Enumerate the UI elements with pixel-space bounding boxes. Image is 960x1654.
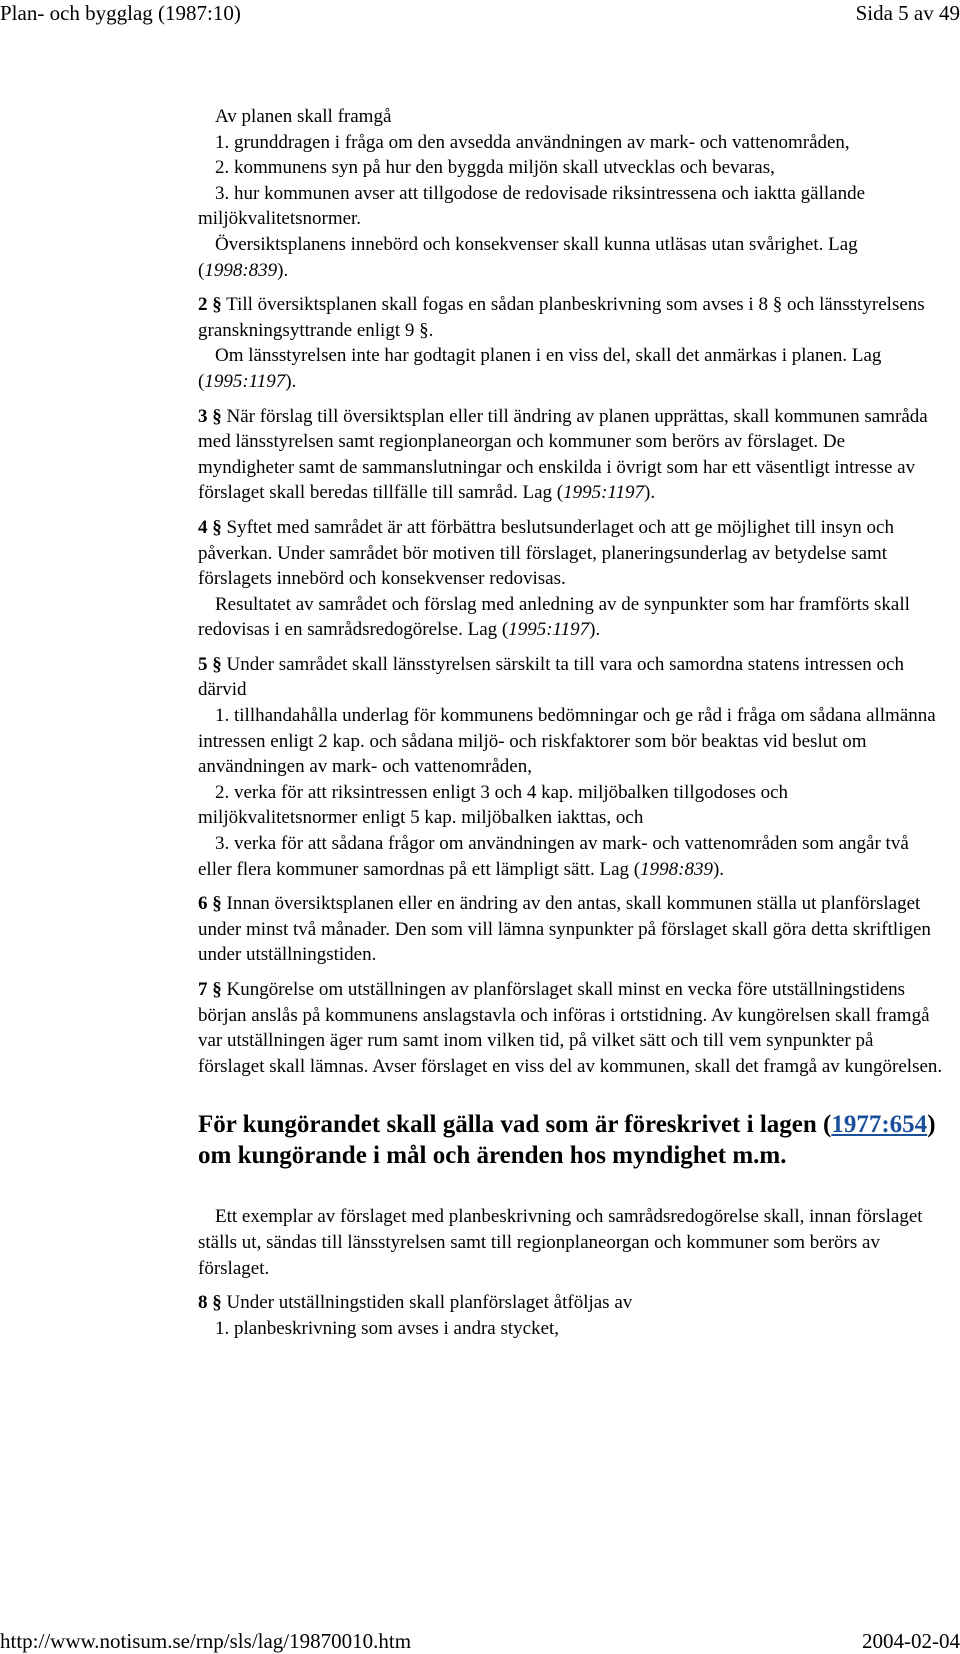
- section-2-paragraph: [198, 343, 943, 394]
- section-8: [198, 1290, 943, 1341]
- print-date: 2004-02-04: [862, 1629, 960, 1653]
- section-number: 7 §: [198, 979, 222, 1000]
- section-4: [198, 515, 943, 643]
- law-reference-close: ).: [285, 370, 297, 392]
- section-2-paragraph-text: Om länsstyrelsen inte har godtagit planen i en viss del, skall det anmärkas i planen. Lag (: [198, 345, 882, 392]
- after-heading-paragraph: Ett exemplar av förslaget med planbeskrivning och samrådsredogörelse skall, innan förslaget ställs ut, sändas till länsstyrelsen samt till regionplaneorgan och kommuner som berörs av förslaget.: [198, 1206, 923, 1279]
- page-header: [0, 0, 960, 30]
- section-heading: [198, 1109, 943, 1171]
- section-8-item-1: 1. planbeskrivning som avses i andra stycket,: [215, 1317, 560, 1339]
- section-3: [198, 404, 943, 506]
- document-title: Plan- och bygglag (1987:10): [0, 1, 241, 25]
- section-5-item-3: [198, 831, 943, 882]
- section-4-body: Syftet med samrådet är att förbättra beslutsunderlaget och att ge möjlighet till insyn och påverkan. Under samrådet bör motiven till förslaget, planeringsunderlag av betydelse samt förslagets innebörd och konsekvenser redovisas.: [198, 516, 894, 590]
- intro-lead: Av planen skall framgå: [215, 106, 392, 127]
- section-6-text: [198, 891, 943, 968]
- heading-text-pre: För kungörandet skall gälla vad som är föreskrivet i lagen (: [198, 1111, 832, 1139]
- section-4-text: [198, 515, 943, 592]
- intro-block: [198, 104, 943, 283]
- heading-text-post: ) om kungörande i mål och ärenden hos myndighet m.m.: [198, 1111, 936, 1170]
- law-reference-close: ).: [277, 259, 289, 281]
- after-heading-block: [198, 1204, 943, 1281]
- section-number: 8 §: [198, 1292, 222, 1314]
- section-7-body: Kungörelse om utställningen av planförslaget skall minst en vecka före utställningstidens början anslås på kommunens anslagstavla och införas i ortstidning. Av kungörelsen skall framgå var utställningen äger rum samt inom vilken tid, på vilket sätt och till vem synpunkter på förslaget skall lämnas. Avser förslaget en viss del av kommunen, skall det framgå av kungörelsen.: [198, 979, 943, 1077]
- section-2: [198, 292, 943, 394]
- law-reference[interactable]: 1995:1197: [563, 482, 645, 504]
- section-7: [198, 977, 943, 1079]
- section-8-text: [198, 1290, 943, 1316]
- section-2-body: Till översiktsplanen skall fogas en sådan planbeskrivning som avses i 8 § och länsstyrelsens granskningsyttrande enligt 9 §.: [198, 294, 925, 341]
- section-2-text: [198, 292, 943, 343]
- section-5-item-1: 1. tillhandahålla underlag för kommunens bedömningar och ge råd i fråga om sådana allmänna intressen enligt 2 kap. och sådana miljö- och riskfaktorer som bör beaktas vid beslut om användningen av mark- och vattenområden,: [198, 705, 936, 778]
- law-reference[interactable]: 1998:839: [204, 259, 278, 281]
- section-number: 5 §: [198, 653, 222, 675]
- intro-item-2: 2. kommunens syn på hur den byggda miljön skall utvecklas och bevaras,: [215, 157, 775, 179]
- section-3-text: [198, 404, 943, 506]
- intro-paragraph-text: Översiktsplanens innebörd och konsekvenser skall kunna utläsas utan svårighet. Lag (: [198, 233, 858, 281]
- law-reference-close: ).: [644, 482, 656, 504]
- intro-item-3: 3. hur kommunen avser att tillgodose de redovisade riksintressena och iaktta gällande miljökvalitetsnormer.: [198, 182, 866, 230]
- document-body: [198, 104, 943, 1341]
- section-number: 4 §: [198, 516, 222, 538]
- law-reference-close: ).: [589, 619, 601, 641]
- section-3-body: När förslag till översiktsplan eller till ändring av planen upprättas, skall kommunen samråda med länsstyrelsen samt regionplaneorgan och kommuner som berörs av förslaget. De myndigheter samt de sammanslutningar och enskilda i övrigt som har ett väsentligt intresse av förslaget skall beredas tillfälle till samråd. Lag (: [198, 405, 928, 504]
- section-8-body: Under utställningstiden skall planförslaget åtföljas av: [221, 1292, 633, 1314]
- intro-paragraph: [198, 232, 943, 283]
- law-reference-close: ).: [712, 858, 725, 880]
- section-5-item-3-text: 3. verka för att sådana frågor om användningen av mark- och vattenområden som angår två eller flera kommuner samordnas på ett lämpligt sätt. Lag (: [198, 833, 909, 880]
- section-6: [198, 891, 943, 968]
- section-4-paragraph: [198, 592, 943, 643]
- law-link[interactable]: 1977:654: [831, 1111, 928, 1139]
- law-reference[interactable]: 1995:1197: [508, 619, 590, 641]
- section-5-body: Under samrådet skall länsstyrelsen särskilt ta till vara och samordna statens intressen och därvid: [198, 653, 904, 701]
- section-7-text: [198, 977, 943, 1079]
- source-url: http://www.notisum.se/rnp/sls/lag/19870010.htm: [0, 1629, 412, 1653]
- page-number: Sida 5 av 49: [855, 1, 960, 25]
- section-5: [198, 652, 943, 882]
- intro-item-1: 1. grunddragen i fråga om den avsedda användningen av mark- och vattenområden,: [215, 131, 850, 153]
- law-reference[interactable]: 1998:839: [640, 858, 713, 880]
- section-6-body: Innan översiktsplanen eller en ändring av den antas, skall kommunen ställa ut planförslaget under minst två månader. Den som vill lämna synpunkter på förslaget skall göra detta skriftligen under utställningstiden.: [198, 893, 931, 966]
- section-4-paragraph-text: Resultatet av samrådet och förslag med anledning av de synpunkter som har framförts skall redovisas i en samrådsredogörelse. Lag (: [198, 593, 910, 641]
- section-5-item-2: 2. verka för att riksintressen enligt 3 och 4 kap. miljöbalken tillgodoses och miljökvalitetsnormer enligt 5 kap. miljöbalken iakttas, och: [198, 781, 789, 829]
- section-number: 2 §: [198, 294, 222, 316]
- law-reference[interactable]: 1995:1197: [204, 370, 286, 392]
- section-number: 6 §: [198, 893, 222, 915]
- page-footer: [0, 1624, 960, 1654]
- section-5-text: [198, 652, 943, 703]
- section-number: 3 §: [198, 405, 222, 427]
